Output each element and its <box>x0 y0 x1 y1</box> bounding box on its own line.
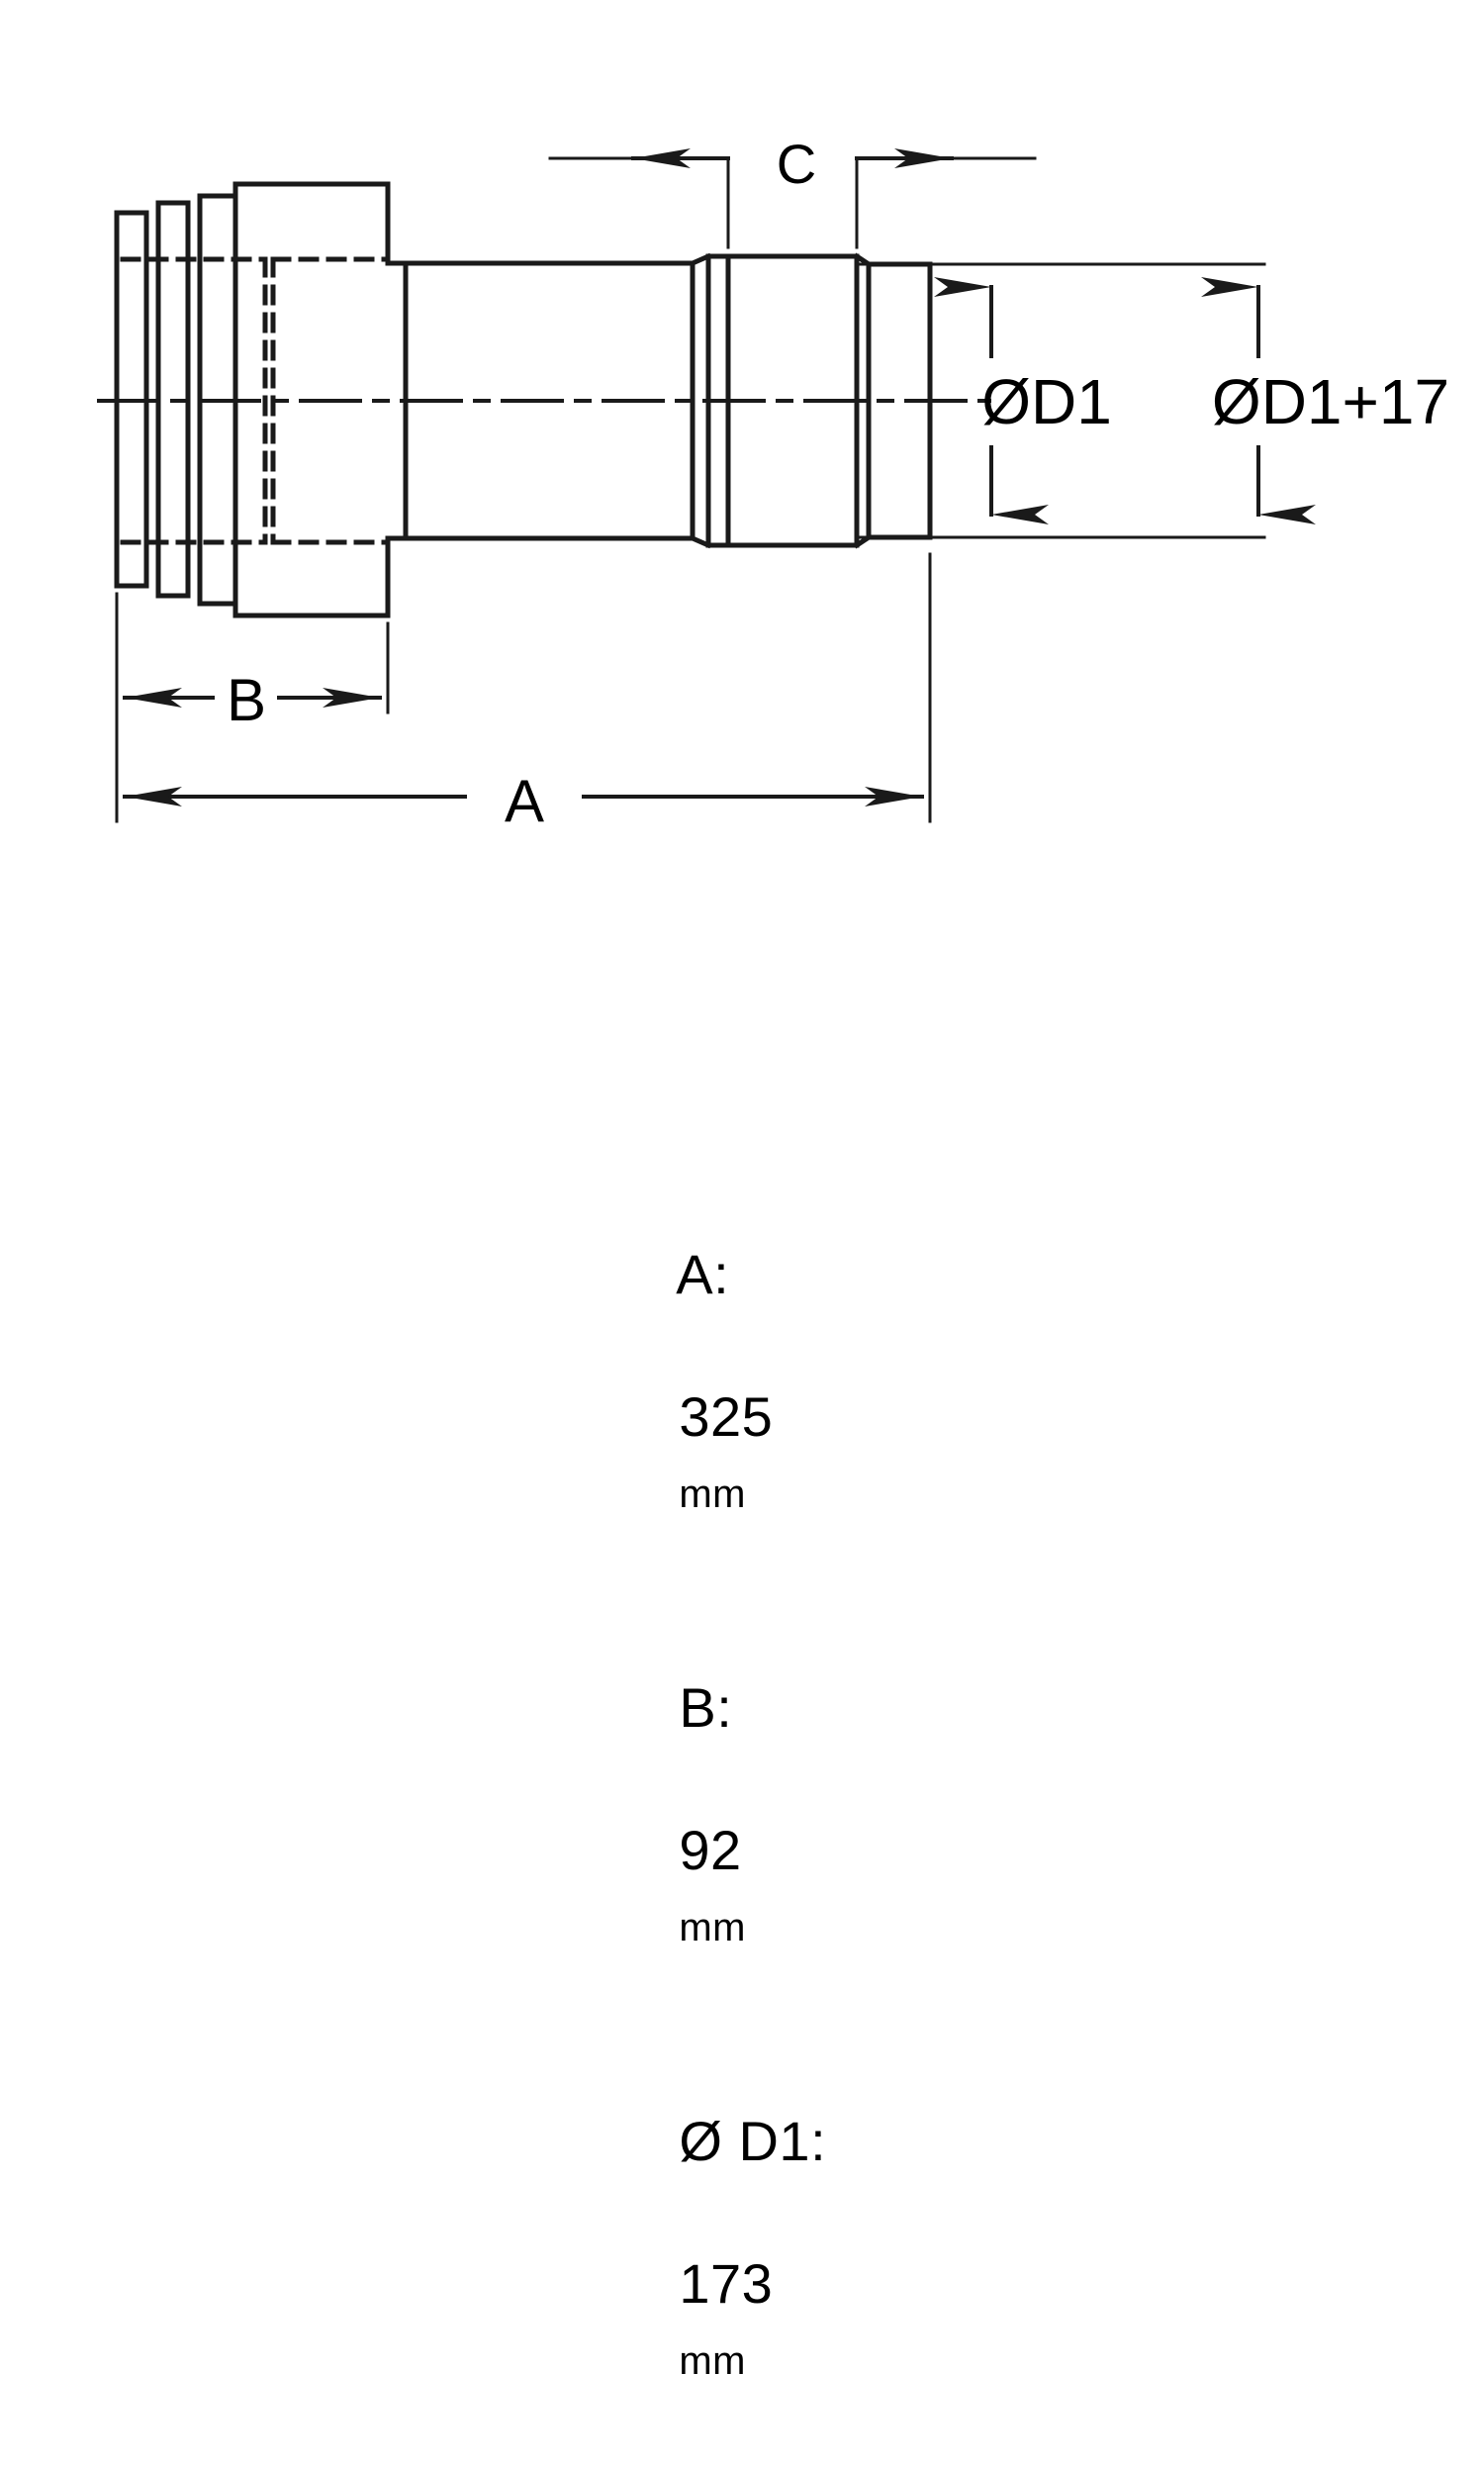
spec-unit-b: mm <box>679 1906 746 1949</box>
spec-row-d1 <box>584 2035 1435 2468</box>
dimension-label-a: A <box>504 768 545 834</box>
dimension-label-d1-plus-17: ØD1+17 <box>1211 366 1450 437</box>
spec-value-b: 92 <box>679 1819 742 1881</box>
specification-list <box>584 1168 1435 2468</box>
spec-unit-a: mm <box>679 1472 746 1516</box>
spec-key-a: A: <box>676 1243 730 1305</box>
spec-value-a: 325 <box>679 1385 774 1448</box>
spec-unit-d1: mm <box>679 2339 746 2383</box>
spec-row-b <box>584 1601 1435 2035</box>
dimension-label-d1: ØD1 <box>981 366 1112 437</box>
spec-row-a <box>584 1168 1435 1601</box>
dimension-label-b: B <box>226 667 267 733</box>
spec-key-b: B: <box>679 1676 733 1739</box>
spec-value-d1: 173 <box>679 2252 774 2315</box>
spec-key-d1: Ø D1: <box>679 2110 827 2172</box>
dimension-label-c: C <box>776 133 817 195</box>
